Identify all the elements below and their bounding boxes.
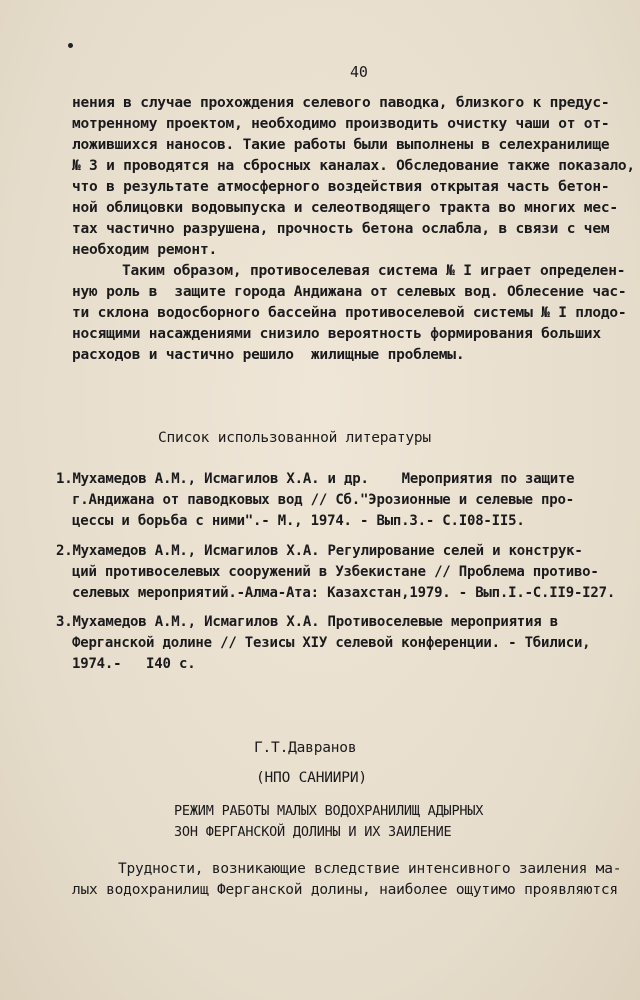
paragraph-line: ти склона водосборного бассейна противоселевой системы № I плодо- — [72, 305, 627, 321]
paragraph-line: Таким образом, противоселевая система № I играет определен- — [122, 263, 626, 279]
paragraph-line: носящими насаждениями снизило вероятность формирования больших — [72, 326, 601, 342]
reference-line: цессы и борьба с ними".- М., 1974. - Вып.3.- С.I08-II5. — [72, 513, 525, 529]
article-title-line: ЗОН ФЕРГАНСКОЙ ДОЛИНЫ И ИХ ЗАИЛЕНИЕ — [174, 824, 452, 840]
reference-line: Ферганской долине // Тезисы XIУ селевой конференции. - Тбилиси, — [72, 635, 591, 651]
paragraph-line: ной облицовки водовыпуска и селеотводящего тракта во многих мес- — [72, 200, 618, 216]
reference-line: селевых мероприятий.-Алма-Ата: Казахстан,1979. - Вып.I.-С.II9-I27. — [72, 585, 616, 601]
reference-line: 1.Мухамедов А.М., Исмагилов Х.А. и др. Мероприятия по защите — [56, 471, 575, 487]
page-number: 40 — [350, 63, 368, 81]
paragraph-line: ную роль в защите города Андижана от селевых вод. Облесение час- — [72, 284, 627, 300]
page-mark — [68, 43, 73, 48]
reference-line: 1974.- I40 с. — [72, 656, 196, 672]
paragraph-line: мотренному проектом, необходимо производить очистку чаши от от- — [72, 116, 610, 132]
paragraph-line: тах частично разрушена, прочность бетона ослабла, в связи с чем — [72, 221, 610, 237]
reference-line: ций противоселевых сооружений в Узбекистане // Проблема противо- — [72, 564, 599, 580]
paragraph-line: что в результате атмосферного воздействия открытая часть бетон- — [72, 179, 610, 195]
reference-line: г.Андижана от паводковых вод // Сб."Эрозионные и селевые про- — [72, 492, 574, 508]
paragraph-line: лых водохранилищ Ферганской долины, наиболее ощутимо проявляются — [72, 882, 618, 898]
paragraph-line: нения в случае прохождения селевого паводка, близкого к предус- — [72, 95, 610, 111]
reference-line: 2.Мухамедов А.М., Исмагилов Х.А. Регулирование селей и конструк- — [56, 543, 583, 559]
paragraph-line: № 3 и проводятся на сбросных каналах. Обследование также показало, — [72, 158, 635, 174]
paragraph-line: Трудности, возникающие вследствие интенсивного заиления ма- — [118, 861, 622, 877]
author-name: Г.Т.Давранов — [254, 740, 357, 756]
references-title: Список использованной литературы — [158, 430, 431, 446]
reference-line: 3.Мухамедов А.М., Исмагилов Х.А. Противоселевые мероприятия в — [56, 614, 558, 630]
paragraph-line: расходов и частично решило жилищные проблемы. — [72, 347, 465, 363]
article-title-line: РЕЖИМ РАБОТЫ МАЛЫХ ВОДОХРАНИЛИЩ АДЫРНЫХ — [174, 803, 484, 819]
paragraph-line: ложившихся наносов. Такие работы были выполнены в селехранилище — [72, 137, 610, 153]
paragraph-line: необходим ремонт. — [72, 242, 218, 258]
institute-name: (НПО САНИИРИ) — [256, 770, 367, 786]
